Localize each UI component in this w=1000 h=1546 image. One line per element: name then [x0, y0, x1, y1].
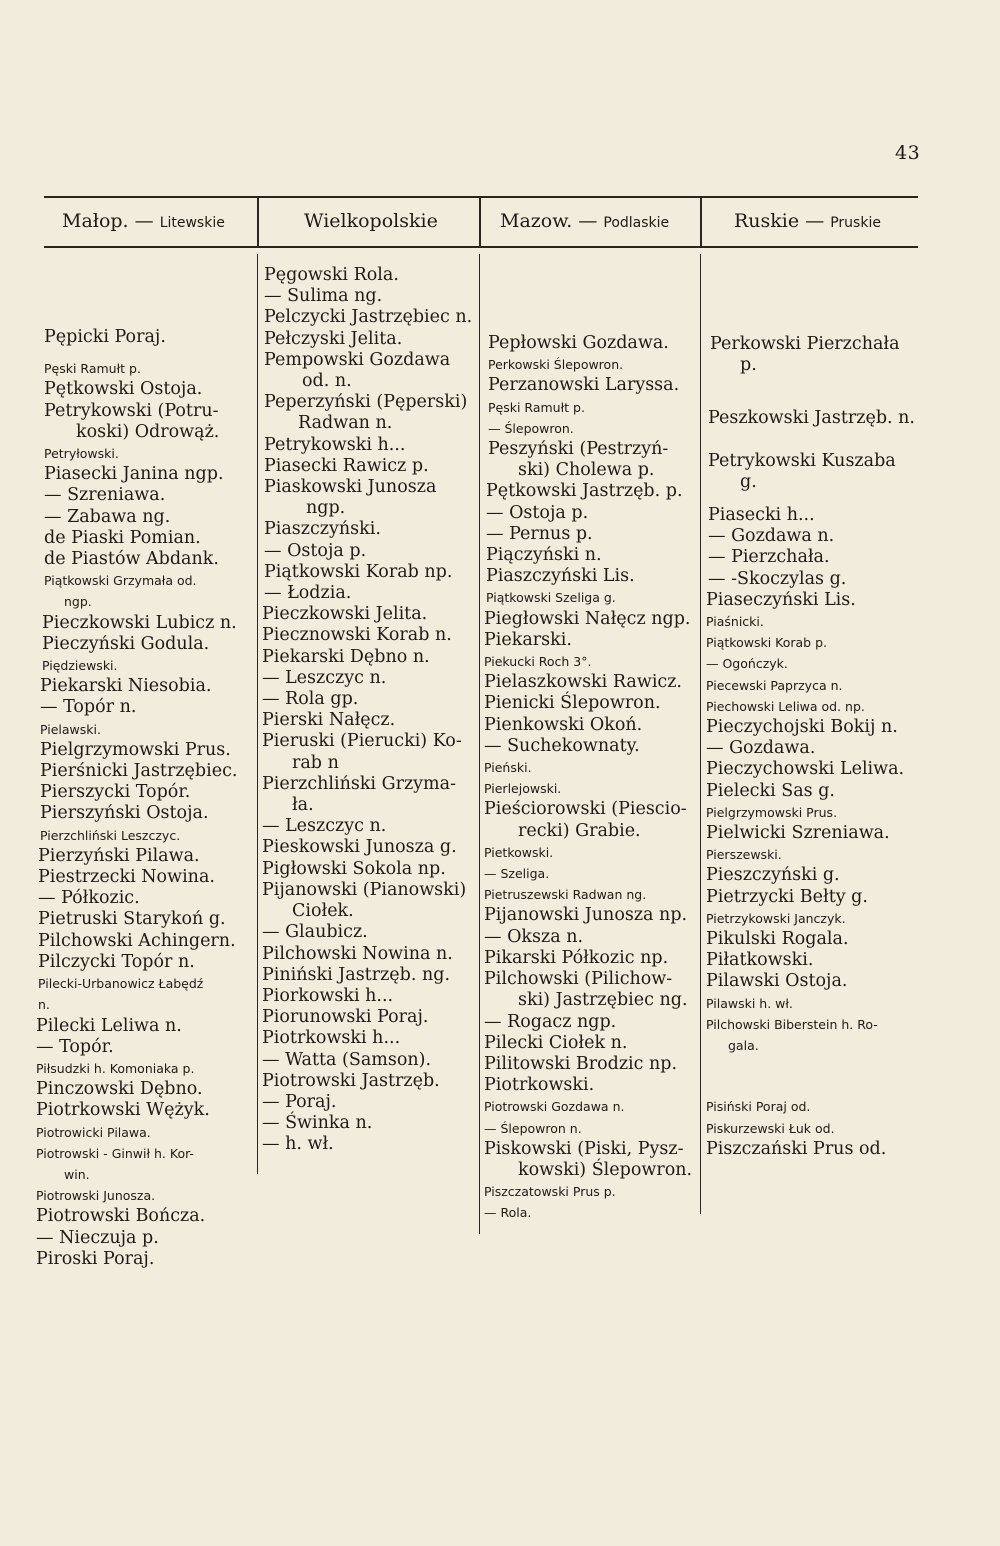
column-divider-2-body: [479, 254, 480, 1234]
list-item: Pienkowski Okoń.: [484, 714, 643, 735]
column-divider-1: [257, 196, 259, 248]
list-item: Pietrzycki Bełty g.: [706, 886, 868, 907]
list-item: Pilitowski Brodzic np.: [484, 1053, 678, 1074]
column-header-3-dash: —: [578, 210, 598, 232]
list-item: Pełczyski Jelita.: [264, 328, 403, 349]
list-item: Pisiński Poraj od.: [706, 1099, 811, 1115]
list-item: Pilczycki Topór n.: [38, 951, 195, 972]
list-item: — -Skoczylas g.: [708, 568, 847, 589]
list-item: Pielawski.: [40, 721, 101, 737]
list-item: Pęgowski Rola.: [264, 265, 399, 285]
list-item: — Ogończyk.: [706, 656, 788, 672]
list-item: rab n: [292, 752, 339, 773]
column-header-1: [62, 210, 225, 232]
list-item: — Nieczuja p.: [36, 1227, 159, 1248]
list-item: Piątkowski Korab np.: [264, 561, 453, 582]
list-item: Pilchowski Achingern.: [38, 930, 236, 951]
list-item: — Topór.: [36, 1036, 114, 1057]
list-item: Piaśnicki.: [706, 614, 764, 630]
list-item: Piecewski Paprzyca n.: [706, 677, 843, 693]
list-item: Piotrowicki Pilawa.: [36, 1124, 151, 1140]
list-item: Pigłowski Sokola np.: [262, 858, 446, 879]
list-item: Pilawski Ostoja.: [706, 971, 848, 992]
list-item: Piotrowski Gozdawa n.: [484, 1099, 625, 1115]
list-item: Piaseczyński Lis.: [706, 589, 856, 610]
list-item: Pilchowski Biberstein h. Ro-: [706, 1016, 878, 1032]
list-item: od. n.: [302, 371, 352, 392]
list-item: Piekarski Niesobia.: [40, 676, 212, 697]
column-header-1-main: Małop.: [62, 210, 129, 232]
list-item: g.: [740, 471, 757, 492]
list-item: — Rola gp.: [262, 689, 359, 710]
list-item: Pikulski Rogala.: [706, 929, 849, 950]
header-bottom-rule: [44, 246, 918, 248]
list-item: Pierzchliński Grzyma-: [262, 773, 456, 794]
list-item: Pętkowski Jastrzęb. p.: [486, 481, 683, 502]
list-item: — Ostoja p.: [264, 540, 367, 561]
list-item: — Świnka n.: [262, 1113, 373, 1134]
list-item: — Gozdawa.: [706, 738, 816, 759]
list-item: Pierszyński Ostoja.: [40, 803, 209, 824]
list-item: Piorunowski Poraj.: [262, 1007, 429, 1028]
column-divider-3: [700, 196, 702, 248]
column-divider-1-body: [257, 254, 258, 1174]
list-item: — Watta (Samson).: [262, 1049, 432, 1070]
list-item: Piątkowski Korab p.: [706, 635, 827, 651]
list-item: ski) Jastrzębiec ng.: [518, 990, 688, 1011]
list-item: Pietruski Starykoń g.: [38, 909, 226, 930]
list-item: — Ślepowron n.: [484, 1120, 582, 1136]
list-item: Radwan n.: [298, 413, 393, 434]
column-divider-2: [479, 196, 481, 248]
list-item: Pierśnicki Jastrzębiec.: [40, 761, 238, 782]
list-item: Petryłowski.: [44, 446, 119, 462]
list-item: Piasecki Rawicz p.: [264, 455, 429, 476]
list-item: — Topór n.: [40, 697, 137, 718]
list-item: Piroski Poraj.: [36, 1248, 155, 1269]
list-item: Pierzchliński Leszczyc.: [40, 827, 181, 843]
list-item: Piotrowski Bończa.: [36, 1206, 206, 1227]
list-item: Perkowski Pierzchała: [710, 334, 900, 354]
list-item: Piotrowski Junosza.: [36, 1188, 156, 1204]
list-item: Piskurzewski Łuk od.: [706, 1120, 835, 1136]
list-item: Piotrkowski h...: [262, 1028, 401, 1049]
column-header-4-main: Ruskie: [734, 210, 800, 232]
list-item: — Gozdawa n.: [708, 526, 835, 547]
list-item: Pieczychojski Bokij n.: [706, 717, 898, 738]
list-item: Pieczkowski Lubicz n.: [42, 612, 237, 633]
list-item: Pierszewski.: [706, 847, 782, 863]
column-1-list: [36, 327, 237, 1270]
list-item: — Glaubicz.: [262, 922, 368, 943]
list-item: Piechowski Leliwa od. np.: [706, 698, 865, 714]
list-item: de Piastów Abdank.: [44, 549, 219, 570]
list-item: Pietruszewski Radwan ng.: [484, 887, 647, 903]
list-item: Pęski Ramułt p.: [488, 399, 585, 415]
column-3-list: [484, 333, 692, 1224]
list-item: Pikarski Półkozic np.: [484, 947, 669, 968]
list-item: — Półkozic.: [38, 888, 140, 909]
list-item: Piotrowski Jastrzęb.: [262, 1070, 440, 1091]
column-header-3-sub: Podlaskie: [603, 215, 670, 231]
list-item: Pijanowski (Pianowski): [262, 879, 467, 900]
list-item: Ciołek.: [292, 901, 354, 922]
list-item: Pilecki-Urbanowicz Łabędź: [38, 976, 204, 992]
list-item: Piotrowski - Ginwił h. Kor-: [36, 1145, 194, 1161]
list-item: Pieruski (Pierucki) Ko-: [262, 731, 462, 752]
list-item: Piestrzecki Nowina.: [38, 867, 215, 888]
list-item: Pierzyński Pilawa.: [38, 845, 200, 866]
list-item: — Szreniawa.: [44, 485, 166, 506]
list-item: Pierski Nałęcz.: [262, 710, 396, 731]
list-item: Piekarski.: [484, 629, 572, 650]
list-item: Peszkowski Jastrzęb. n.: [708, 408, 915, 429]
list-item: Pielgrzymowski Prus.: [40, 739, 231, 760]
list-item: Pepłowski Gozdawa.: [488, 333, 669, 353]
list-item: Pępicki Poraj.: [44, 327, 166, 347]
list-item: Pempowski Gozdawa: [264, 349, 451, 370]
column-2-list: [262, 265, 472, 1156]
list-item: Perzanowski Laryssa.: [488, 375, 680, 396]
page-number: 43: [895, 142, 921, 164]
list-item: win.: [64, 1166, 90, 1182]
list-item: — Pernus p.: [486, 523, 593, 544]
header-top-rule: [44, 196, 918, 198]
list-item: Peperzyński (Pęperski): [264, 392, 468, 413]
list-item: Pilchowski Nowina n.: [262, 943, 453, 964]
list-item: Pielwicki Szreniawa.: [706, 823, 890, 844]
list-item: ski) Cholewa p.: [518, 460, 655, 481]
list-item: Pilawski h. wł.: [706, 995, 793, 1011]
list-item: kowski) Ślepowron.: [518, 1159, 693, 1180]
list-item: Pelczycki Jastrzębiec n.: [264, 307, 473, 328]
list-item: Piszczański Prus od.: [706, 1138, 887, 1159]
list-item: — Ślepowron.: [488, 420, 574, 436]
list-item: Pinczowski Dębno.: [36, 1079, 203, 1100]
list-item: Perkowski Ślepowron.: [488, 357, 624, 373]
column-header-1-sub: Litewskie: [159, 215, 225, 231]
column-header-2-main: Wielkopolskie: [304, 210, 438, 232]
list-item: Pętkowski Ostoja.: [44, 379, 203, 400]
list-item: — Zabawa ng.: [44, 506, 171, 527]
list-item: Piaskowski Junosza: [264, 477, 437, 498]
list-item: — Poraj.: [262, 1091, 337, 1112]
list-item: — Sulima ng.: [264, 286, 383, 307]
list-item: ngp.: [64, 594, 92, 610]
list-item: n.: [38, 997, 50, 1013]
column-header-3: [500, 210, 669, 232]
list-item: — Pierzchała.: [708, 547, 830, 568]
column-header-4-dash: —: [805, 210, 825, 232]
list-item: — Leszczyc n.: [262, 667, 387, 688]
column-header-2: [304, 210, 438, 232]
list-item: recki) Grabie.: [518, 820, 641, 841]
list-item: Piaszczyński.: [264, 519, 381, 540]
list-item: Pilecki Leliwa n.: [36, 1015, 182, 1036]
list-item: — Szeliga.: [484, 866, 550, 882]
list-item: — Oksza n.: [484, 926, 584, 947]
list-item: Piszczatowski Prus p.: [484, 1184, 616, 1200]
list-item: — Rogacz ngp.: [484, 1011, 617, 1032]
list-item: Peszyński (Pestrzyń-: [488, 439, 669, 460]
list-item: Pilchowski (Pilichow-: [484, 969, 673, 990]
list-item: Piekucki Roch 3°.: [484, 654, 592, 670]
list-item: Pieński.: [484, 760, 532, 776]
list-item: Pijanowski Junosza np.: [484, 905, 688, 926]
list-item: Pielecki Sas g.: [706, 780, 835, 801]
list-item: Pieskowski Junosza g.: [262, 837, 457, 858]
list-item: — Suchekownaty.: [484, 735, 640, 756]
column-header-3-main: Mazow.: [500, 210, 573, 232]
list-item: Pietkowski.: [484, 844, 554, 860]
list-item: Piecznowski Korab n.: [262, 625, 452, 646]
list-item: Pielgrzymowski Prus.: [706, 804, 838, 820]
list-item: Piotrkowski.: [484, 1075, 595, 1096]
list-item: Pieczyński Godula.: [42, 633, 210, 654]
list-item: Piłsudzki h. Komoniaka p.: [36, 1060, 195, 1076]
list-item: Pierlejowski.: [484, 781, 562, 797]
list-item: Piskowski (Piski, Pysz-: [484, 1138, 684, 1159]
list-item: Pieściorowski (Piescio-: [484, 799, 687, 820]
list-item: Piotrkowski Wężyk.: [36, 1100, 210, 1121]
list-item: Piekarski Dębno n.: [262, 646, 430, 667]
list-item: — Łodzia.: [264, 583, 352, 604]
list-item: Pietrzykowski Janczyk.: [706, 910, 846, 926]
column-header-4-sub: Pruskie: [830, 215, 881, 231]
list-item: Piniński Jastrzęb. ng.: [262, 964, 451, 985]
column-header-1-dash: —: [134, 210, 154, 232]
list-item: Pilecki Ciołek n.: [484, 1032, 628, 1053]
list-item: ła.: [292, 795, 314, 816]
list-item: Pienicki Ślepowron.: [484, 693, 661, 714]
list-item: Pieczychowski Leliwa.: [706, 759, 905, 780]
list-item: Piasecki Janina ngp.: [44, 464, 224, 485]
list-item: ngp.: [306, 498, 346, 519]
list-item: — Leszczyc n.: [262, 816, 387, 837]
list-item: — Ostoja p.: [486, 502, 589, 523]
list-item: de Piaski Pomian.: [44, 527, 201, 548]
column-4-list: [706, 334, 915, 1160]
list-item: Piaszczyński Lis.: [486, 566, 635, 587]
list-item: Pierszycki Topór.: [40, 782, 191, 803]
list-item: Piłatkowski.: [706, 950, 814, 971]
list-item: Pieszczyński g.: [706, 865, 840, 886]
list-item: Piasecki h...: [708, 505, 815, 526]
list-item: Piączyński n.: [486, 545, 602, 566]
list-item: Piątkowski Grzymała od.: [44, 573, 197, 589]
column-header-4: [734, 210, 881, 232]
list-item: Pęski Ramułt p.: [44, 361, 141, 377]
list-item: — Rola.: [484, 1205, 532, 1221]
list-item: Pielaszkowski Rawicz.: [484, 672, 682, 693]
list-item: Piegłowski Nałęcz ngp.: [484, 608, 691, 629]
list-item: Petrykowski h...: [264, 434, 406, 455]
list-item: Pieczkowski Jelita.: [262, 604, 428, 625]
list-item: Petrykowski Kuszaba: [708, 450, 896, 471]
list-item: koski) Odrowąż.: [76, 421, 220, 442]
list-item: Piędziewski.: [42, 658, 118, 674]
list-item: gala.: [728, 1038, 759, 1054]
list-item: p.: [740, 355, 757, 376]
list-item: Petrykowski (Potru-: [44, 400, 219, 421]
column-divider-3-body: [700, 254, 701, 1214]
list-item: Piorkowski h...: [262, 985, 394, 1006]
list-item: Piątkowski Szeliga g.: [486, 590, 616, 606]
list-item: — h. wł.: [262, 1134, 334, 1155]
